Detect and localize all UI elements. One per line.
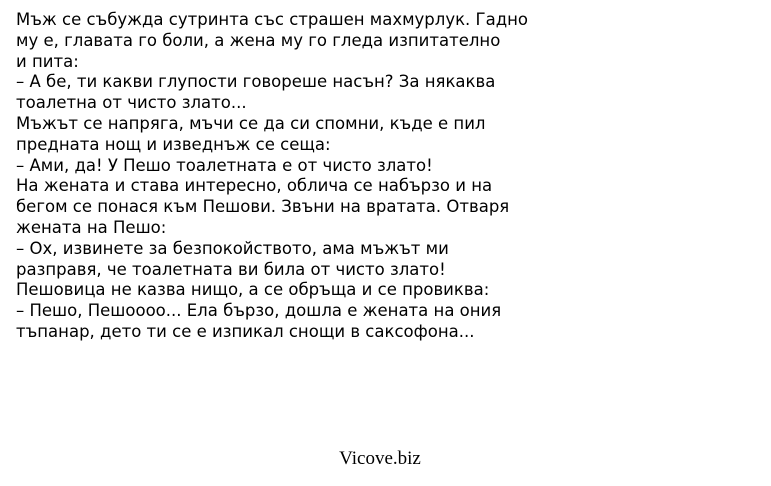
site-watermark: Vicove.biz (339, 448, 421, 469)
joke-line: жената на Пешо: (16, 217, 167, 237)
joke-line: Мъж се събужда сутринта със страшен махмурлук. Гадно (16, 10, 529, 29)
joke-line: тоалетна от чисто злато... (16, 93, 247, 113)
joke-line: предната нощ и изведнъж се сеща: (16, 134, 331, 154)
joke-line: тъпанар, дето ти се е изпикал снощи в саксофона... (16, 321, 475, 341)
joke-line: и пита: (16, 51, 79, 71)
joke-line: – Ох, извинете за безпокойството, ама мъжът ми (16, 238, 449, 258)
joke-text (16, 10, 616, 343)
joke-line: – Пешо, Пешоооо... Ела бързо, дошла е жената на ония (16, 301, 502, 321)
joke-line: – Ами, да! У Пешо тоалетната е от чисто злато! (16, 155, 433, 175)
joke-line: разправя, че тоалетната ви била от чисто злато! (16, 259, 446, 279)
joke-line: – А бе, ти какви глупости говореше насън? За някаква (16, 72, 496, 92)
joke-line: На жената и става интересно, облича се набързо и на (16, 176, 493, 196)
joke-line: Пешовица не казва нищо, а се обръща и се провиква: (16, 280, 490, 300)
joke-line: бегом се понася към Пешови. Звъни на вратата. Отваря (16, 197, 510, 217)
joke-line: Мъжът се напряга, мъчи се да си спомни, къде е пил (16, 113, 486, 133)
joke-line: му е, главата го боли, а жена му го гледа изпитателно (16, 30, 501, 50)
